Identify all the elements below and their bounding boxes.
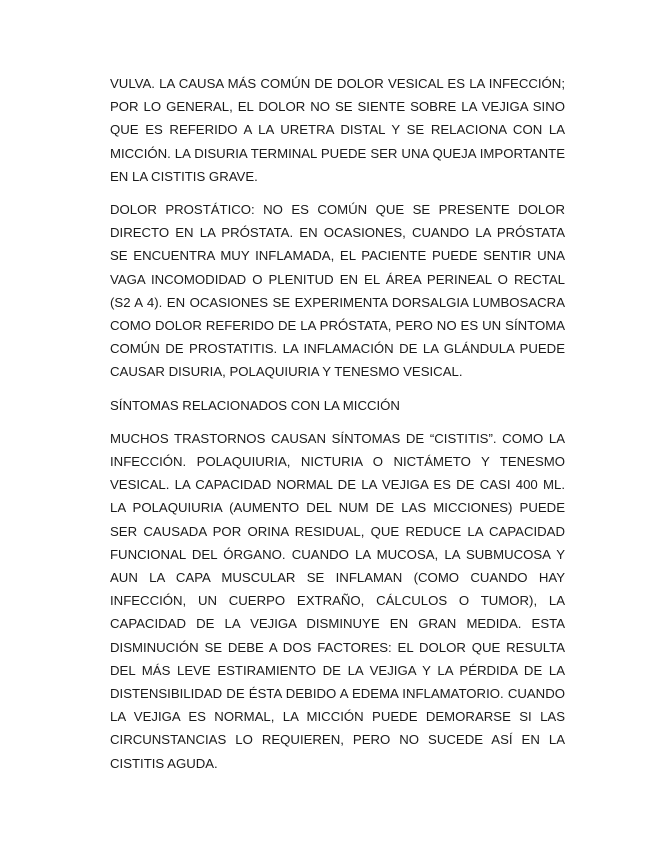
paragraph-cystitis-symptoms: MUCHOS TRASTORNOS CAUSAN SÍNTOMAS DE “CISTITIS”. COMO LA INFECCIÓN. POLAQUIURIA, NICTURIA O NICTÁMETO Y TENESMO VESICAL. LA CAPACIDAD NORMAL DE LA VEJIGA ES DE CASI 400 ML. LA POLAQUIURIA (AUMENTO DEL NUM DE LAS MICCIONES) PUEDE SER CAUSADA POR ORINA RESIDUAL, QUE REDUCE LA CAPACIDAD FUNCIONAL DEL ÓRGANO. CUANDO LA MUCOSA, LA SUBMUCOSA Y AUN LA CAPA MUSCULAR SE INFLAMAN (COMO CUANDO HAY INFECCIÓN, UN CUERPO EXTRAÑO, CÁLCULOS O TUMOR), LA CAPACIDAD DE LA VEJIGA DISMINUYE EN GRAN MEDIDA. ESTA DISMINUCIÓN SE DEBE A DOS FACTORES: EL DOLOR QUE RESULTA DEL MÁS LEVE ESTIRAMIENTO DE LA VEJIGA Y LA PÉRDIDA DE LA DISTENSIBILIDAD DE ÉSTA DEBIDO A EDEMA INFLAMATORIO. CUANDO LA VEJIGA ES NORMAL, LA MICCIÓN PUEDE DEMORARSE SI LAS CIRCUNSTANCIAS LO REQUIEREN, PERO NO SUCEDE ASÍ EN LA CISTITIS AGUDA. [110,430,565,771]
document-page [110,72,565,785]
paragraph-prostatic-pain: DOLOR PROSTÁTICO: NO ES COMÚN QUE SE PRESENTE DOLOR DIRECTO EN LA PRÓSTATA. EN OCASIONES, CUANDO LA PRÓSTATA SE ENCUENTRA MUY INFLAMADA, EL PACIENTE PUEDE SENTIR UNA VAGA INCOMODIDAD O PLENITUD EN EL ÁREA PERINEAL O RECTAL (S2 A 4). EN OCASIONES SE EXPERIMENTA DORSALGIA LUMBOSACRA COMO DOLOR REFERIDO DE LA PRÓSTATA, PERO NO ES UN SÍNTOMA COMÚN DE PROSTATITIS. LA INFLAMACIÓN DE LA GLÁNDULA PUEDE CAUSAR DISURIA, POLAQUIURIA Y TENESMO VESICAL. [110,202,565,380]
section-heading-micturition-symptoms: SÍNTOMAS RELACIONADOS CON LA MICCIÓN [110,397,400,413]
paragraph-vesical-pain: VULVA. LA CAUSA MÁS COMÚN DE DOLOR VESICAL ES LA INFECCIÓN; POR LO GENERAL, EL DOLOR NO SE SIENTE SOBRE LA VEJIGA SINO QUE ES REFERIDO A LA URETRA DISTAL Y SE RELACIONA CON LA MICCIÓN. LA DISURIA TERMINAL PUEDE SER UNA QUEJA IMPORTANTE EN LA CISTITIS GRAVE. [110,76,565,184]
